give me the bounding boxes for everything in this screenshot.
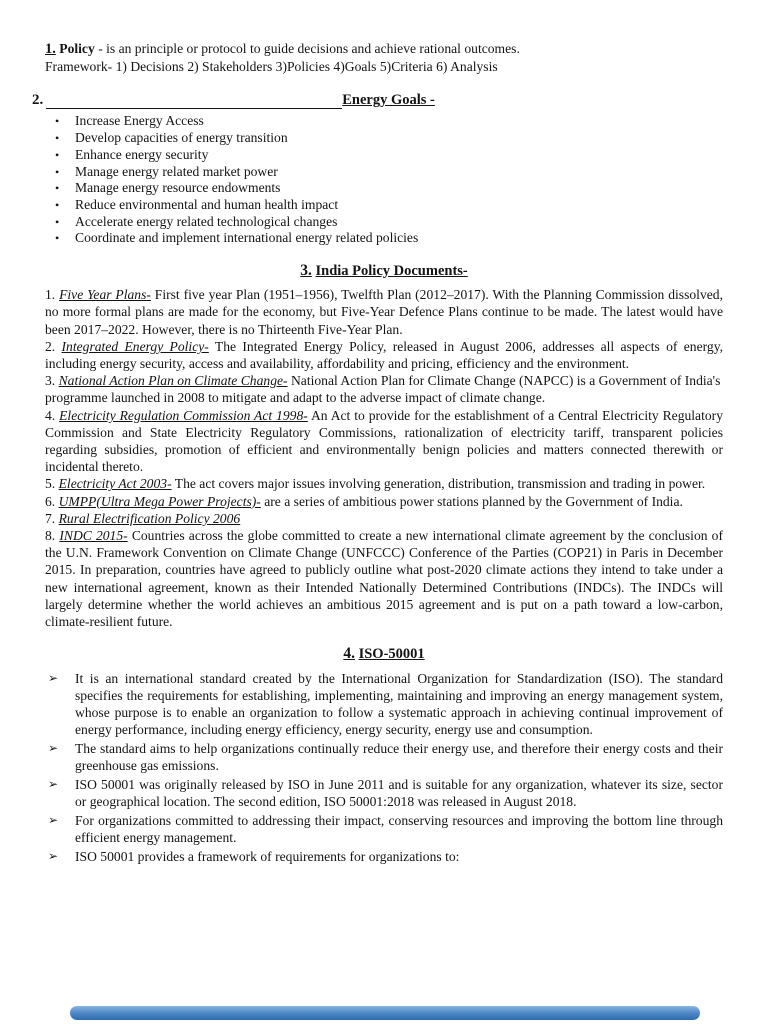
doc-name: Electricity Regulation Commission Act 1998- — [59, 407, 308, 423]
bullet-icon: • — [55, 147, 60, 162]
bullet-icon: • — [55, 114, 60, 129]
list-item — [45, 230, 723, 247]
item-number: 2. — [45, 338, 56, 354]
list-item — [45, 164, 723, 181]
energy-goals-title: Energy Goals - — [342, 92, 435, 109]
doc-name: Integrated Energy Policy- — [61, 338, 209, 354]
section4-number: 4. — [343, 645, 355, 663]
item-number: 5. — [45, 476, 56, 492]
doc-text: Countries across the globe committed to create a new international climate agreement by the conclusion of the U.N. Framework Convention on Climate Change (UNFCCC) Conference of the Parties (COP21) in Paris in December 2015. In preparation, countries have agreed to publicly outline what post-2020 climate actions they intend to take under a new international agreement, known as their Intended Nationally Determined Contributions (INDCs). The INDCs will largely determine whether the world achieves an ambitious 2015 agreement and is put on a path toward a low-carbon, climate-resilient future. — [45, 528, 723, 630]
iso-bullet-text: For organizations committed to addressing their impact, conserving resources and improving the bottom line through efficient energy management. — [75, 813, 723, 846]
policy-doc-item — [45, 493, 723, 510]
section1-number: 1. — [45, 41, 56, 57]
list-item — [45, 812, 723, 846]
doc-name: Five Year Plans- — [59, 287, 151, 303]
policy-doc-item — [45, 338, 723, 372]
scroll-progress-bar[interactable] — [70, 1006, 700, 1020]
arrow-bullet-icon: ➢ — [48, 777, 59, 792]
list-item — [45, 776, 723, 810]
iso-bullet-text: ISO 50001 was originally released by ISO in June 2011 and is suitable for any organization, whatever its size, sector or geographical location. The second edition, ISO 50001:2018 was released in August 2018. — [75, 777, 723, 810]
item-number: 1. — [45, 287, 56, 303]
doc-name: UMPP(Ultra Mega Power Projects)- — [58, 493, 261, 509]
goal-text: Develop capacities of energy transition — [75, 130, 288, 146]
arrow-bullet-icon: ➢ — [48, 740, 59, 755]
iso-bullet-list — [45, 670, 723, 866]
goal-text: Manage energy resource endowments — [75, 180, 281, 196]
list-item — [45, 130, 723, 147]
goal-text: Manage energy related market power — [75, 163, 278, 179]
list-item — [45, 214, 723, 231]
india-policy-documents-heading — [45, 262, 723, 280]
goal-text: Coordinate and implement international energy related policies — [75, 230, 419, 246]
energy-goals-list — [45, 113, 723, 247]
policy-definition-text: - is an principle or protocol to guide decisions and achieve rational outcomes. — [98, 41, 520, 56]
iso-50001-heading — [45, 645, 723, 663]
list-item — [45, 113, 723, 130]
policy-doc-item — [45, 372, 723, 406]
item-number: 7. — [45, 510, 56, 526]
policy-doc-item — [45, 407, 723, 476]
arrow-bullet-icon: ➢ — [48, 670, 59, 685]
goal-text: Increase Energy Access — [75, 113, 204, 129]
policy-doc-item — [45, 286, 723, 338]
section4-title: ISO-50001 — [358, 646, 425, 663]
bullet-icon: • — [55, 131, 60, 146]
doc-text: are a series of ambitious power stations planned by the Government of India. — [264, 493, 683, 509]
goal-text: Accelerate energy related technological changes — [75, 213, 338, 229]
doc-name: Electricity Act 2003- — [58, 476, 172, 492]
section3-title: India Policy Documents- — [315, 263, 468, 280]
bullet-icon: • — [55, 164, 60, 179]
doc-text: An Act to provide for the establishment of a Central Electricity Regulatory Commission and State Electricity Regulatory Commissions, rationalization of electricity tariff, transparent policies regarding subsidies, promotion of efficient and environmentally benign policies and matters connected therewith or incidental thereto. — [45, 407, 723, 475]
item-number: 3. — [45, 373, 56, 389]
list-item — [45, 670, 723, 738]
heading-rule-line — [46, 93, 342, 109]
goal-text: Enhance energy security — [75, 146, 209, 162]
doc-name: Rural Electrification Policy 2006 — [58, 510, 241, 526]
iso-bullet-text: The standard aims to help organizations continually reduce their energy use, and therefore their energy costs and their greenhouse gas emissions. — [75, 740, 723, 773]
section3-number: 3. — [300, 262, 312, 280]
bullet-icon: • — [55, 231, 60, 246]
policy-doc-item — [45, 475, 723, 492]
item-number: 4. — [45, 407, 56, 423]
list-item — [45, 197, 723, 214]
goal-text: Reduce environmental and human health impact — [75, 196, 339, 212]
policy-definition-line — [45, 40, 723, 58]
doc-text: The act covers major issues involving generation, distribution, transmission and trading in power. — [174, 476, 706, 492]
iso-bullet-text: It is an international standard created by the International Organization for Standardization (ISO). The standard specifies the requirements for establishing, implementing, maintaining and improving an energy management system, whose purpose is to enable an organization to follow a systematic approach in achieving continual improvement of energy performance, including energy efficiency, energy security, energy use and consumption. — [75, 670, 723, 737]
section2-number: 2. — [32, 92, 44, 109]
list-item — [45, 180, 723, 197]
item-number: 8. — [45, 528, 56, 544]
bullet-icon: • — [55, 214, 60, 229]
doc-text: First five year Plan (1951–1956), Twelfth Plan (2012–2017). With the Planning Commission dissolved, no more formal plans are made for the economy, but Five-Year Defence Plans continue to be made. The latest would have been 2017–2022. However, there is no Thirteenth Five-Year Plan. — [45, 287, 723, 337]
bullet-icon: • — [55, 181, 60, 196]
doc-name: INDC 2015- — [59, 528, 128, 544]
list-item — [45, 848, 723, 865]
list-item — [45, 147, 723, 164]
bullet-icon: • — [55, 197, 60, 212]
iso-bullet-text: ISO 50001 provides a framework of requirements for organizations to: — [75, 849, 460, 865]
framework-line: Framework- 1) Decisions 2) Stakeholders 3)Policies 4)Goals 5)Criteria 6) Analysis — [45, 59, 498, 75]
doc-text: The Integrated Energy Policy, released in August 2006, addresses all aspects of energy, including energy security, access and availability, affordability and pricing, efficiency and the environment. — [45, 338, 724, 372]
policy-doc-item — [45, 510, 723, 527]
energy-goals-heading — [32, 91, 723, 109]
item-number: 6. — [45, 493, 56, 509]
doc-name: National Action Plan on Climate Change- — [58, 373, 288, 389]
policy-term: Policy — [59, 41, 95, 56]
arrow-bullet-icon: ➢ — [48, 813, 59, 828]
list-item — [45, 740, 723, 774]
arrow-bullet-icon: ➢ — [48, 849, 59, 864]
policy-doc-item — [45, 527, 723, 630]
doc-text: National Action Plan for Climate Change (NAPCC) is a Government of India's programme launched in 2008 to mitigate and adapt to the adverse impact of climate change. — [45, 373, 721, 406]
